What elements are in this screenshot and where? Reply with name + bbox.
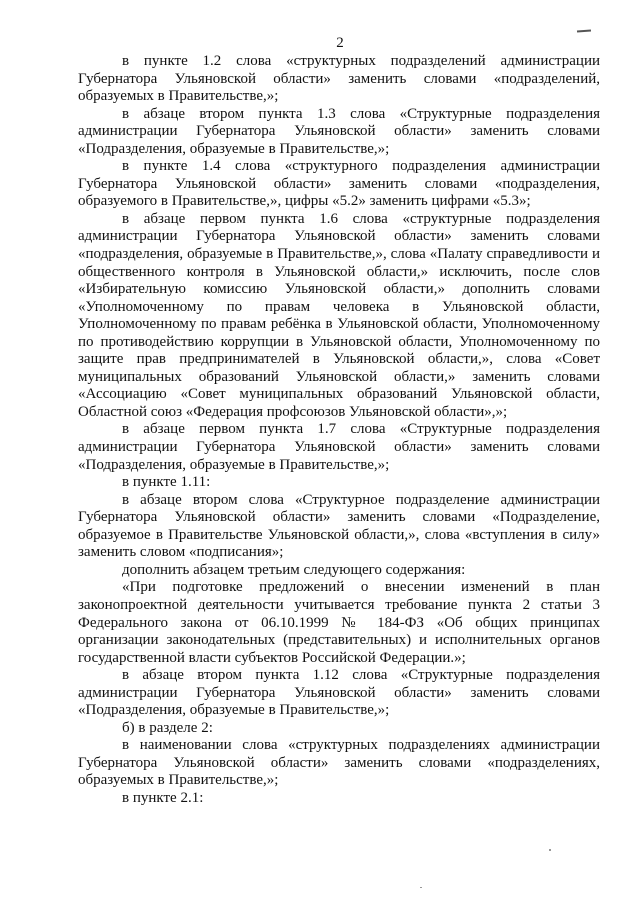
scan-speck [549, 849, 551, 851]
paragraph: в абзаце втором пункта 1.12 слова «Структурные подразделения администрации Губернатора Ульяновской области» заменить словами «Подразделения, образуемые в Правительстве,»; [78, 667, 600, 719]
paragraph: в абзаце первом пункта 1.6 слова «структурные подразделения администрации Губернатора Ульяновской области» заменить словами «подразделения, образуемые в Правительстве,», слова «Палату справедливости и общественного контроля в Ульяновской области,» исключить, после слов «Избирательную комиссию Ульяновской области,» дополнить словами «Уполномоченному по правам человека в Ульяновской области, Уполномоченному по правам ребёнка в Ульяновской области, Уполномоченному по противодействию коррупции в Ульяновской области, Уполномоченному по защите прав предпринимателей в Ульяновской области,», слова «Совет муниципальных образований Ульяновской области,» заменить словами «Ассоциацию «Совет муниципальных образований Ульяновской области, Областной союз «Федерация профсоюзов Ульяновской области»,»; [78, 210, 600, 420]
paragraph: в абзаце первом пункта 1.7 слова «Структурные подразделения администрации Губернатора Ульяновской области» заменить словами «Подразделения, образуемые в Правительстве,»; [78, 421, 600, 473]
scan-speck [420, 887, 422, 888]
paragraph: в абзаце втором слова «Структурное подразделение администрации Губернатора Ульяновской области» заменить словами «Подразделение, образуемое в Правительстве Ульяновской области,», слова «вступления в силу» заменить словом «подписания»; [78, 491, 600, 561]
document-body [78, 53, 600, 808]
paragraph: б) в разделе 2: [122, 719, 213, 736]
page-number: 2 [336, 35, 344, 51]
paragraph: дополнить абзацем третьим следующего содержания: [122, 561, 466, 578]
paragraph: в пункте 1.2 слова «структурных подразделений администрации Губернатора Ульяновской области» заменить словами «подразделений, образуемых в Правительстве,»; [78, 53, 600, 105]
paragraph: в абзаце втором пункта 1.3 слова «Структурные подразделения администрации Губернатора Ульяновской области» заменить словами «Подразделения, образуемые в Правительстве,»; [78, 105, 600, 157]
paragraph: в пункте 1.11: [122, 474, 211, 491]
paragraph: в пункте 1.4 слова «структурного подразделения администрации Губернатора Ульяновской области» заменить словами «подразделения, образуемого в Правительстве,», цифры «5.2» заменить цифрами «5.3»; [78, 158, 600, 210]
paragraph: «При подготовке предложений о внесении изменений в план законопроектной деятельности учитывается требование пункта 2 статьи 3 Федерального закона от 06.10.1999 № 184-ФЗ «Об общих принципах организации законодательных (представительных) и исполнительных органов государственной власти субъектов Российской Федерации.»; [78, 579, 600, 666]
paragraph: в пункте 2.1: [122, 789, 204, 806]
paragraph: в наименовании слова «структурных подразделениях администрации Губернатора Ульяновской области» заменить словами «подразделениях, образуемых в Правительстве,»; [78, 737, 600, 789]
corner-scan-mark [577, 30, 591, 33]
